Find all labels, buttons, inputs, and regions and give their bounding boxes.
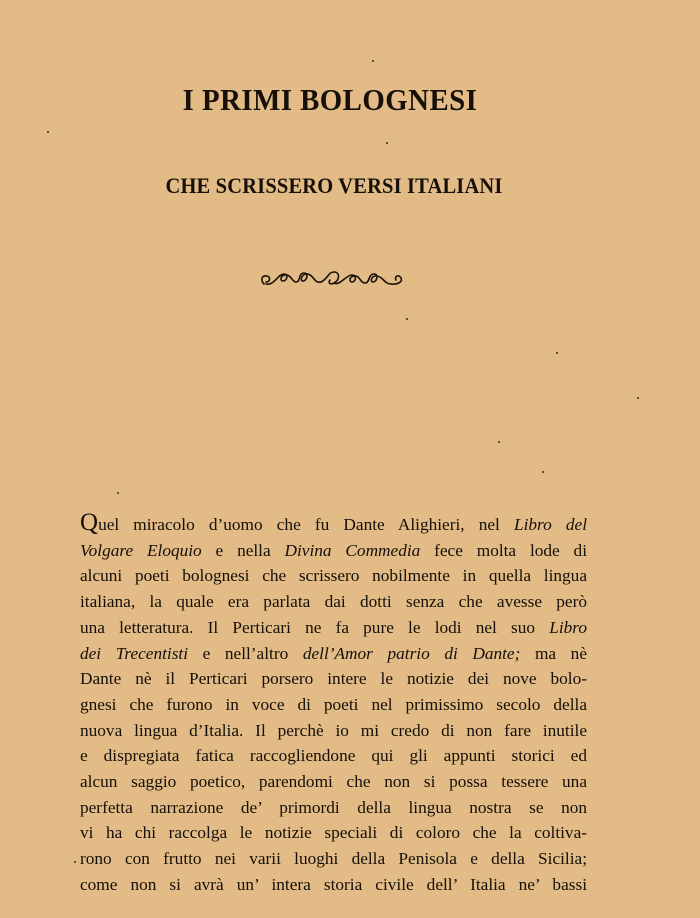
italic-title: Divina Commedia: [284, 540, 421, 560]
text-run: e dispregiata fatica raccogliendone qui gli appunti storici ed: [80, 746, 587, 766]
text-run: e nella: [201, 540, 285, 560]
text-run: gnesi che furono in voce di poeti nel primissimo secolo della: [80, 694, 587, 714]
text-run: una letteratura. Il Perticari ne fa pure le lodi nel suo: [80, 617, 550, 637]
page-title: I PRIMI BOLOGNESI: [182, 82, 478, 117]
paper-speck: [637, 397, 639, 399]
italic-title: Libro del: [513, 515, 587, 534]
text-line: [80, 846, 587, 872]
text-run: italiana, la quale era parlata dai dotti senza che avesse però: [80, 592, 587, 612]
text-line: [80, 769, 587, 795]
paper-speck: [556, 352, 558, 354]
text-run: rono con frutto nei varii luoghi della Penisola e della Sicilia;: [80, 849, 587, 869]
text-line: [80, 641, 587, 667]
text-run: alcuni poeti bolognesi che scrissero nobilmente in quella lingua: [80, 566, 587, 586]
text-line: [80, 666, 587, 692]
page-subtitle: CHE SCRISSERO VERSI ITALIANI: [165, 173, 503, 198]
paper-speck: [47, 131, 49, 133]
text-line: [80, 820, 587, 846]
text-run: Dante nè il Perticari porsero intere le notizie dei nove bolo-: [80, 669, 587, 689]
text-run: alcun saggio poetico, parendomi che non si possa tessere una: [80, 772, 587, 792]
drop-cap: Q: [80, 509, 99, 536]
text-run: come non si avrà un’ intera storia civile dell’ Italia ne’ bassi: [80, 874, 587, 894]
text-run: ma nè: [520, 643, 587, 663]
text-line: [80, 872, 587, 898]
paper-speck: [117, 492, 119, 494]
text-line: [80, 692, 587, 718]
text-line: [80, 795, 587, 821]
text-line: [80, 509, 587, 538]
decorative-flourish-icon: [258, 262, 408, 294]
text-run: nuova lingua d’Italia. Il perchè io mi credo di non fare inutile: [80, 720, 587, 740]
text-line: [80, 615, 587, 641]
text-line: [80, 589, 587, 615]
text-run: uel miracolo d’uomo che fu Dante Alighieri, nel: [98, 515, 514, 534]
paper-speck: [406, 318, 408, 320]
text-line: [80, 538, 587, 564]
paper-speck: [386, 142, 388, 144]
paper-speck: [372, 60, 374, 62]
body-paragraph: [80, 509, 587, 898]
italic-title: dell’Amor patrio di Dante;: [302, 643, 521, 663]
text-line: [80, 743, 587, 769]
text-run: fece molta lode di: [420, 540, 587, 560]
italic-title: Volgare Eloquio: [80, 540, 202, 560]
italic-title: Libro: [549, 617, 587, 637]
text-line: [80, 718, 587, 744]
text-run: e nell’altro: [188, 643, 303, 663]
paper-speck: [498, 441, 500, 443]
italic-title: dei Trecentisti: [80, 643, 189, 663]
text-line: [80, 563, 587, 589]
paper-speck: [74, 861, 76, 863]
text-run: vi ha chi raccolga le notizie speciali di coloro che la coltiva-: [80, 823, 587, 843]
paper-speck: [542, 471, 544, 473]
text-run: perfetta narrazione de’ primordi della lingua nostra se non: [80, 797, 587, 817]
